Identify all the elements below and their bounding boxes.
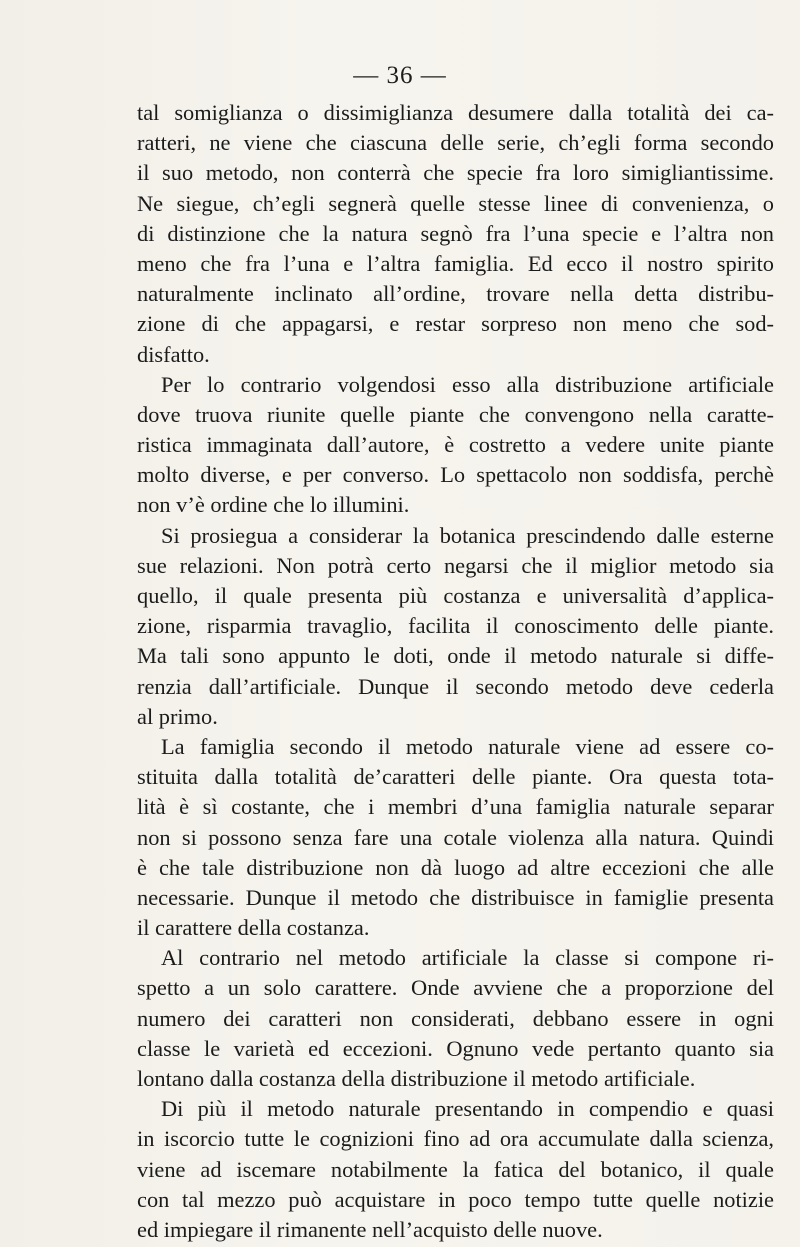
text-line: il carattere della costanza. — [137, 915, 370, 941]
text-line: Di più il metodo naturale presentando in compendio e quasi — [161, 1096, 774, 1122]
text-line: ratteri, ne viene che ciascuna delle serie, ch’egli forma secondo — [137, 130, 774, 156]
text-line: disfatto. — [137, 341, 210, 367]
text-line: lità è sì costante, che i membri d’una famiglia naturale separar — [137, 794, 774, 820]
text-line: molto diverse, e per converso. Lo spettacolo non soddisfa, perchè — [137, 462, 774, 488]
text-line: ristica immaginata dall’autore, è costretto a vedere unite piante — [137, 432, 774, 458]
text-line: viene ad iscemare notabilmente la fatica del botanico, il quale — [137, 1156, 774, 1182]
text-line: Si prosiegua a considerar la botanica prescindendo dalle esterne — [161, 522, 774, 548]
text-line: sue relazioni. Non potrà certo negarsi che il miglior metodo sia — [137, 552, 774, 578]
text-line: è che tale distribuzione non dà luogo ad altre eccezioni che alle — [137, 854, 774, 880]
text-line: il suo metodo, non conterrà che specie fra loro simigliantissime. — [137, 160, 774, 186]
text-line: necessarie. Dunque il metodo che distribuisce in famiglie presenta — [137, 884, 774, 910]
text-line: Ma tali sono appunto le doti, onde il metodo naturale si diffe- — [137, 643, 774, 669]
text-line: zione, risparmia travaglio, facilita il conoscimento delle piante. — [137, 613, 774, 639]
text-line: tal somiglianza o dissimiglianza desumere dalla totalità dei ca- — [137, 100, 774, 125]
text-line: non si possono senza fare una cotale violenza alla natura. Quindi — [137, 824, 774, 850]
text-line: di distinzione che la natura segnò fra l’una specie e l’altra non — [137, 220, 774, 246]
text-line: quello, il quale presenta più costanza e universalità d’applica- — [137, 583, 774, 608]
text-line: zione di che appagarsi, e restar sorpreso non meno che sod- — [137, 311, 774, 337]
text-line: non v’è ordine che lo illumini. — [137, 492, 410, 518]
page-number: — 36 — — [353, 62, 447, 89]
text-line: meno che fra l’una e l’altra famiglia. Ed ecco il nostro spirito — [137, 250, 774, 276]
text-line: ed impiegare il rimanente nell’acquisto delle nuove. — [137, 1216, 603, 1242]
text-line: spetto a un solo carattere. Onde avviene che a proporzione del — [137, 975, 774, 1001]
text-line: stituita dalla totalità de’caratteri delle piante. Ora questa tota- — [137, 764, 774, 790]
text-line: in iscorcio tutte le cognizioni fino ad ora accumulate dalla scienza, — [137, 1126, 774, 1152]
text-line: classe le varietà ed eccezioni. Ognuno vede pertanto quanto sia — [137, 1035, 774, 1061]
text-line: lontano dalla costanza della distribuzione il metodo artificiale. — [137, 1066, 696, 1091]
text-line: al primo. — [137, 703, 218, 729]
text-line: naturalmente inclinato all’ordine, trovare nella detta distribu- — [137, 281, 774, 307]
text-line: Al contrario nel metodo artificiale la classe si compone ri- — [161, 945, 774, 971]
text-line: La famiglia secondo il metodo naturale viene ad essere co- — [161, 733, 774, 759]
text-line: con tal mezzo può acquistare in poco tempo tutte quelle notizie — [137, 1186, 774, 1212]
text-line: numero dei caratteri non considerati, debbano essere in ogni — [137, 1005, 774, 1031]
text-line: Ne siegue, ch’egli segnerà quelle stesse linee di convenienza, o — [137, 190, 774, 216]
text-line: Per lo contrario volgendosi esso alla distribuzione artificiale — [161, 371, 774, 397]
text-line: dove truova riunite quelle piante che convengono nella caratte- — [137, 401, 774, 427]
text-line: renzia dall’artificiale. Dunque il secondo metodo deve cederla — [137, 673, 774, 699]
page-body-text — [137, 98, 774, 1245]
